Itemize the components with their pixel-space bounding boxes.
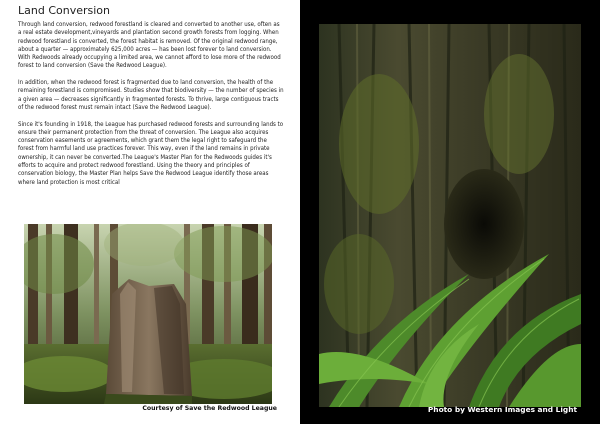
paragraph-2: In addition, when the redwood forest is fragmented due to land conversion, the health of the remaining forestland is compromised. Studies show that biodiversity — the number of species in a given area — decreases significantly in fragmented forests. To thrive, large contiguous tracts of the redwood forest must remain intact (Save the Redwood League). — [18, 79, 284, 111]
paragraph-1: Through land conversion, redwood forestland is cleared and converted to another use, often as a real estate development,vineyards and plantation second growth forests from logging. When redwood forestland is converted, the forest habitat is removed. Of the original redwood range, about a quarter — approximately 625,000 acres — has been lost forever to land conversion. With Redwoods already occupying a limited area, we cannot afford to lose more of the redwood forest to land conversion (Save the Redwood League). — [18, 21, 281, 70]
right-page — [300, 0, 600, 424]
paragraph-3: Since it's founding in 1918, the League has purchased redwood forests and surrounding lands to ensure their permanent protection from the threat of conversion. The League also acquires conservation easements or agreements, which grant them the legal right to safeguard the forest from harmful land use practices forever. This way, even if the land remains in private ownership, it can never be converted.The League's Master Plan for the Redwoods guides it's efforts to acquire and protect redwood forestland. Using the theory and principles of conservation biology, the Master Plan helps Save the Redwood League identify those areas where land protection is most critical — [18, 120, 284, 186]
redwood-ferns-photo — [319, 24, 581, 407]
article-body — [18, 21, 284, 195]
page-title: Land Conversion — [18, 4, 110, 17]
right-photo-caption: Photo by Western Images and Light — [427, 405, 577, 414]
left-photo-caption: Courtesy of Save the Redwood League — [142, 405, 277, 412]
forest-stump-photo — [24, 224, 272, 404]
